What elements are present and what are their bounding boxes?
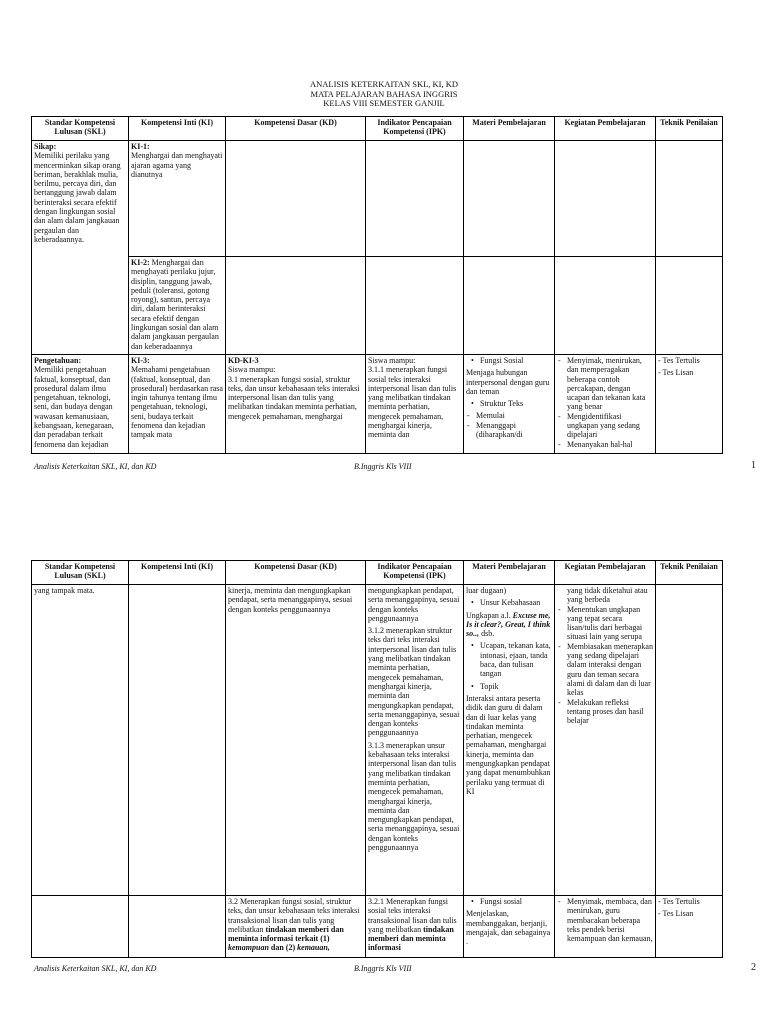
title-line-3: KELAS VIII SEMESTER GANJIL <box>323 98 445 108</box>
ki3-cell <box>129 355 226 454</box>
skl-continued-text: yang tampak mata. <box>34 586 95 595</box>
footer-subject: B.Inggris Kls VIII <box>354 462 412 471</box>
footer-subject: B.Inggris Kls VIII <box>354 964 412 973</box>
page2-table <box>31 560 723 958</box>
page2-footer <box>34 964 764 973</box>
kd-intro: Siswa mampu: <box>228 365 276 375</box>
col-kegiatan-header: Kegiatan Pembelajaran <box>555 561 656 585</box>
kd-cell <box>226 896 366 958</box>
materi-ungkapan-end: dsb. <box>479 629 495 639</box>
teknik-item: - Tes Lisan <box>658 368 694 378</box>
kd-heading: KD-KI-3 <box>228 356 259 365</box>
materi-cell <box>464 896 555 958</box>
footer-left: Analisis Keterkaitan SKL, KI, dan KD <box>34 964 157 973</box>
table-row <box>32 355 723 454</box>
title-line-2: MATA PELAJARAN BAHASA INGGRIS <box>310 88 458 99</box>
kd-continued-text: kinerja, meminta dan mengungkapkan pendapat, serta menanggapinya, sesuai dengan konteks penggunaannya <box>228 586 353 614</box>
ipk-cell <box>366 355 464 454</box>
kegiatan-cell <box>555 585 656 896</box>
materi-cell <box>464 355 555 454</box>
materi-bullet: • Struktur Teks <box>466 399 552 408</box>
empty-cell <box>129 585 226 896</box>
title-line-1: ANALISIS KETERKAITAN SKL, KI, KD <box>309 79 459 89</box>
ki2-cell <box>129 257 226 355</box>
col-ki-header: Kompetensi Inti (KI) <box>129 561 226 585</box>
materi-bullet: • Ucapan, tekanan kata, intonasi, ejaan, tanda baca, dan tulisan tangan <box>466 641 552 678</box>
ipk-cell <box>366 585 464 896</box>
materi-cell <box>464 585 555 896</box>
kegiatan-cell <box>555 896 656 958</box>
materi-ungkapan-label: Ungkapan a.l. <box>466 610 511 620</box>
kd-3-2-bold-italic-2: kemauan, <box>297 943 330 953</box>
col-ki-header: Kompetensi Inti (KI) <box>129 117 226 141</box>
materi-bullet: • Fungsi Sosial <box>466 356 552 365</box>
kd-3-2-bold-italic: kemampuan <box>228 943 269 953</box>
header-row <box>32 117 723 141</box>
teknik-item: - Tes Tertulis <box>658 356 700 365</box>
empty-cell <box>226 141 366 257</box>
col-teknik-header: Teknik Penilaian <box>656 117 723 141</box>
page1-table <box>31 116 723 454</box>
teknik-item: - Tes Lisan <box>658 909 694 919</box>
ipk-3-2-1-text: 3.2.1 Menerapkan fungsi sosial teks interaksi transaksional lisan dan tulis yang melibatkan <box>368 897 457 934</box>
kegiatan-continued: yang tidak diketahui atau yang berbeda <box>567 586 648 605</box>
materi-text <box>466 611 552 639</box>
kegiatan-cell <box>555 355 656 454</box>
empty-cell <box>129 896 226 958</box>
ki1-heading: KI-1: <box>131 142 150 151</box>
skl-pengetahuan-cell <box>32 355 129 454</box>
materi-text: Menjelaskan, membanggakan, berjanji, mengajak, dan sebagainya . <box>466 909 551 947</box>
empty-cell <box>366 141 464 257</box>
col-materi-header: Materi Pembelajaran <box>464 561 555 585</box>
table-row <box>32 257 723 355</box>
footer-left: Analisis Keterkaitan SKL, KI, dan KD <box>34 462 157 471</box>
col-materi-header: Materi Pembelajaran <box>464 117 555 141</box>
col-ipk-header: Indikator Pencapaian Kompetensi (IPK) <box>366 561 464 585</box>
kegiatan-item: - Membiasakan menerapkan yang sedang dipelajari dalam interaksi dengan guru dan teman secara alami di dalam dan di luar kelas <box>557 642 653 698</box>
page1-footer <box>34 462 764 471</box>
teknik-cell <box>656 896 723 958</box>
empty-cell <box>464 257 555 355</box>
kegiatan-item: - Menanyakan hal-hal <box>557 440 653 449</box>
kegiatan-item: - Melakukan refleksi tentang proses dan hasil belajar <box>557 698 653 726</box>
materi-text: Menjaga hubungan interpersonal dengan guru dan teman <box>466 368 550 396</box>
empty-cell <box>32 896 129 958</box>
skl-sikap-text: Memiliki perilaku yang mencerminkan sikap orang beriman, berakhlak mulia, berilmu, percaya diri, dan bertanggung jawab dalam berinteraksi secara efektif dengan lingkungan sosial dan alam dalam jangkauan pergaulan dan keberadaannya. <box>34 151 121 244</box>
ki2-text: Menghargai dan menghayati perilaku jujur, disiplin, tanggung jawab, peduli (toleransi, gotong royong), santun, percaya diri, dalam berinteraksi secara efektif dengan lingkungan sosial dan alam dalam jangkauan pergaulan dan keberadaannya <box>131 258 219 351</box>
ipk-3-1-2-text: 3.1.2 menerapkan struktur teks dari teks interaksi interpersonal lisan dan tulis yang melibatkan tindakan meminta perhatian, mengecek pemahaman, menghargai kinerja, meminta dan mengungkapkan pendapat, serta menanggapinya, sesuai dengan konteks penggunaannya <box>368 626 460 738</box>
materi-text: Interaksi antara peserta didik dan guru di dalam dan di luar kelas yang tindakan meminta perhatian, mengecek pemahaman, menghargai kinerja, meminta dan mengungkapkan pendapat yang dapat menumbuhkan perilaku yang termuat di KI <box>466 693 551 796</box>
table-row <box>32 585 723 896</box>
skl-cell <box>32 585 129 896</box>
col-ipk-header: Indikator Pencapaian Kompetensi (IPK) <box>366 117 464 141</box>
kegiatan-item: - Menyimak, membaca, dan menirukan, guru membacakan beberapa teks pendek berisi kemampuan dan kemauan, <box>557 897 653 943</box>
materi-dash-item: - Menanggapi (diharapkan/di <box>466 421 552 440</box>
kd-cell <box>226 585 366 896</box>
ipk-cell <box>366 896 464 958</box>
kegiatan-item: - Mengidentifikasi ungkapan yang sedang dipelajari <box>557 412 653 440</box>
col-teknik-header: Teknik Penilaian <box>656 561 723 585</box>
ki1-text: Menghargai dan menghayati ajaran agama yang dianutnya <box>131 151 223 179</box>
col-kd-header: Kompetensi Dasar (KD) <box>226 561 366 585</box>
materi-bullet: • Topik <box>466 682 552 691</box>
ipk-intro: Siswa mampu: <box>368 356 416 365</box>
header-row <box>32 561 723 585</box>
skl-sikap-heading: Sikap: <box>34 142 57 151</box>
empty-cell <box>656 585 723 896</box>
col-skl-header: Standar Kompetensi Lulusan (SKL) <box>32 561 129 585</box>
teknik-cell <box>656 355 723 454</box>
ipk-3-1-3-text: 3.1.3 menerapkan unsur kebahasaan teks interaksi interpersonal lisan dan tulis yang melibatkan tindakan meminta perhatian, mengecek pemahaman, menghargai kinerja, meminta dan mengungkapkan pendapat, serta menanggapinya, sesuai dengan konteks penggunaannya <box>368 740 460 853</box>
ki1-cell <box>129 141 226 257</box>
skl-pengetahuan-heading: Pengetahuan: <box>34 356 82 365</box>
kd-3-2-text: 3.2 Menerapkan fungsi sosial, struktur teks, dan unsur kebahasaan teks interaksi transaksional lisan dan tulis yang melibatkan <box>228 897 360 934</box>
col-kegiatan-header: Kegiatan Pembelajaran <box>555 117 656 141</box>
kegiatan-item: - Menentukan ungkapan yang tepat secara lisan/tulis dari berbagai situasi lain yang serupa <box>557 605 653 642</box>
materi-dash-item: - Memulai <box>466 411 552 420</box>
col-skl-header: Standar Kompetensi Lulusan (SKL) <box>32 117 129 141</box>
skl-pengetahuan-text: Memiliki pengetahuan faktual, konseptual, dan prosedural dalam ilmu pengetahuan, teknologi, seni, dan budaya dengan wawasan kemanusiaan, kebangsaan, kenegaraan, dan peradaban terkait fenomena dan kejadian <box>34 365 114 449</box>
empty-cell <box>226 257 366 355</box>
materi-bullet: • Unsur Kebahasaan <box>466 598 552 607</box>
ki3-text: Memahami pengetahuan (faktual, konseptual, dan prosedural) berdasarkan rasa ingin tahunya tentang ilmu pengetahuan, teknologi, seni, budaya terkait fenomena dan kejadian tampak mata <box>131 365 223 440</box>
ipk-3-2-1-bold: tindakan memberi dan meminta informasi <box>368 924 454 953</box>
materi-bullet: • Fungsi sosial <box>466 897 552 906</box>
col-kd-header: Kompetensi Dasar (KD) <box>226 117 366 141</box>
skl-sikap-cell <box>32 141 129 355</box>
empty-cell <box>555 141 656 257</box>
ipk-continued-text: mengungkapkan pendapat, serta menanggapinya, sesuai dengan konteks penggunaannya <box>368 586 460 623</box>
materi-text: luar dugaan) <box>466 586 507 595</box>
kd-cell <box>226 355 366 454</box>
table-row <box>32 141 723 257</box>
empty-cell <box>366 257 464 355</box>
empty-cell <box>656 257 723 355</box>
kd-3-2-bold: tindakan memberi dan meminta informasi terkait (1) <box>228 924 344 944</box>
ki2-heading: KI-2: <box>131 258 150 267</box>
document-title <box>0 80 768 109</box>
empty-cell <box>656 141 723 257</box>
table-row <box>32 896 723 958</box>
page-number: 1 <box>751 460 756 471</box>
empty-cell <box>464 141 555 257</box>
kd-3-2-bold-2: dan (2) <box>268 943 298 953</box>
kegiatan-item: - Menyimak, menirukan, dan memperagakan beberapa contoh percakapan, dengan ucapan dan tekanan kata yang benar <box>557 356 653 412</box>
ipk-3-1-1-text: 3.1.1 menerapkan fungsi sosial teks interaksi interpersonal lisan dan tulis yang melibatkan tindakan meminta perhatian, mengecek pemahaman, menghargai kinerja, meminta dan <box>368 365 457 440</box>
materi-ungkapan-examples: Excuse me, Is it clear?, Great, I think so.., <box>466 610 551 639</box>
page-number: 2 <box>751 962 756 973</box>
kd-3-1-text: 3.1 menerapkan fungsi sosial, struktur teks, dan unsur kebahasaan teks interaksi interpersonal lisan dan tulis yang melibatkan tindakan meminta perhatian, mengecek pemahaman, menghargai <box>228 374 360 421</box>
empty-cell <box>555 257 656 355</box>
teknik-item: - Tes Tertulis <box>658 897 700 906</box>
ki3-heading: KI-3: <box>131 356 150 365</box>
